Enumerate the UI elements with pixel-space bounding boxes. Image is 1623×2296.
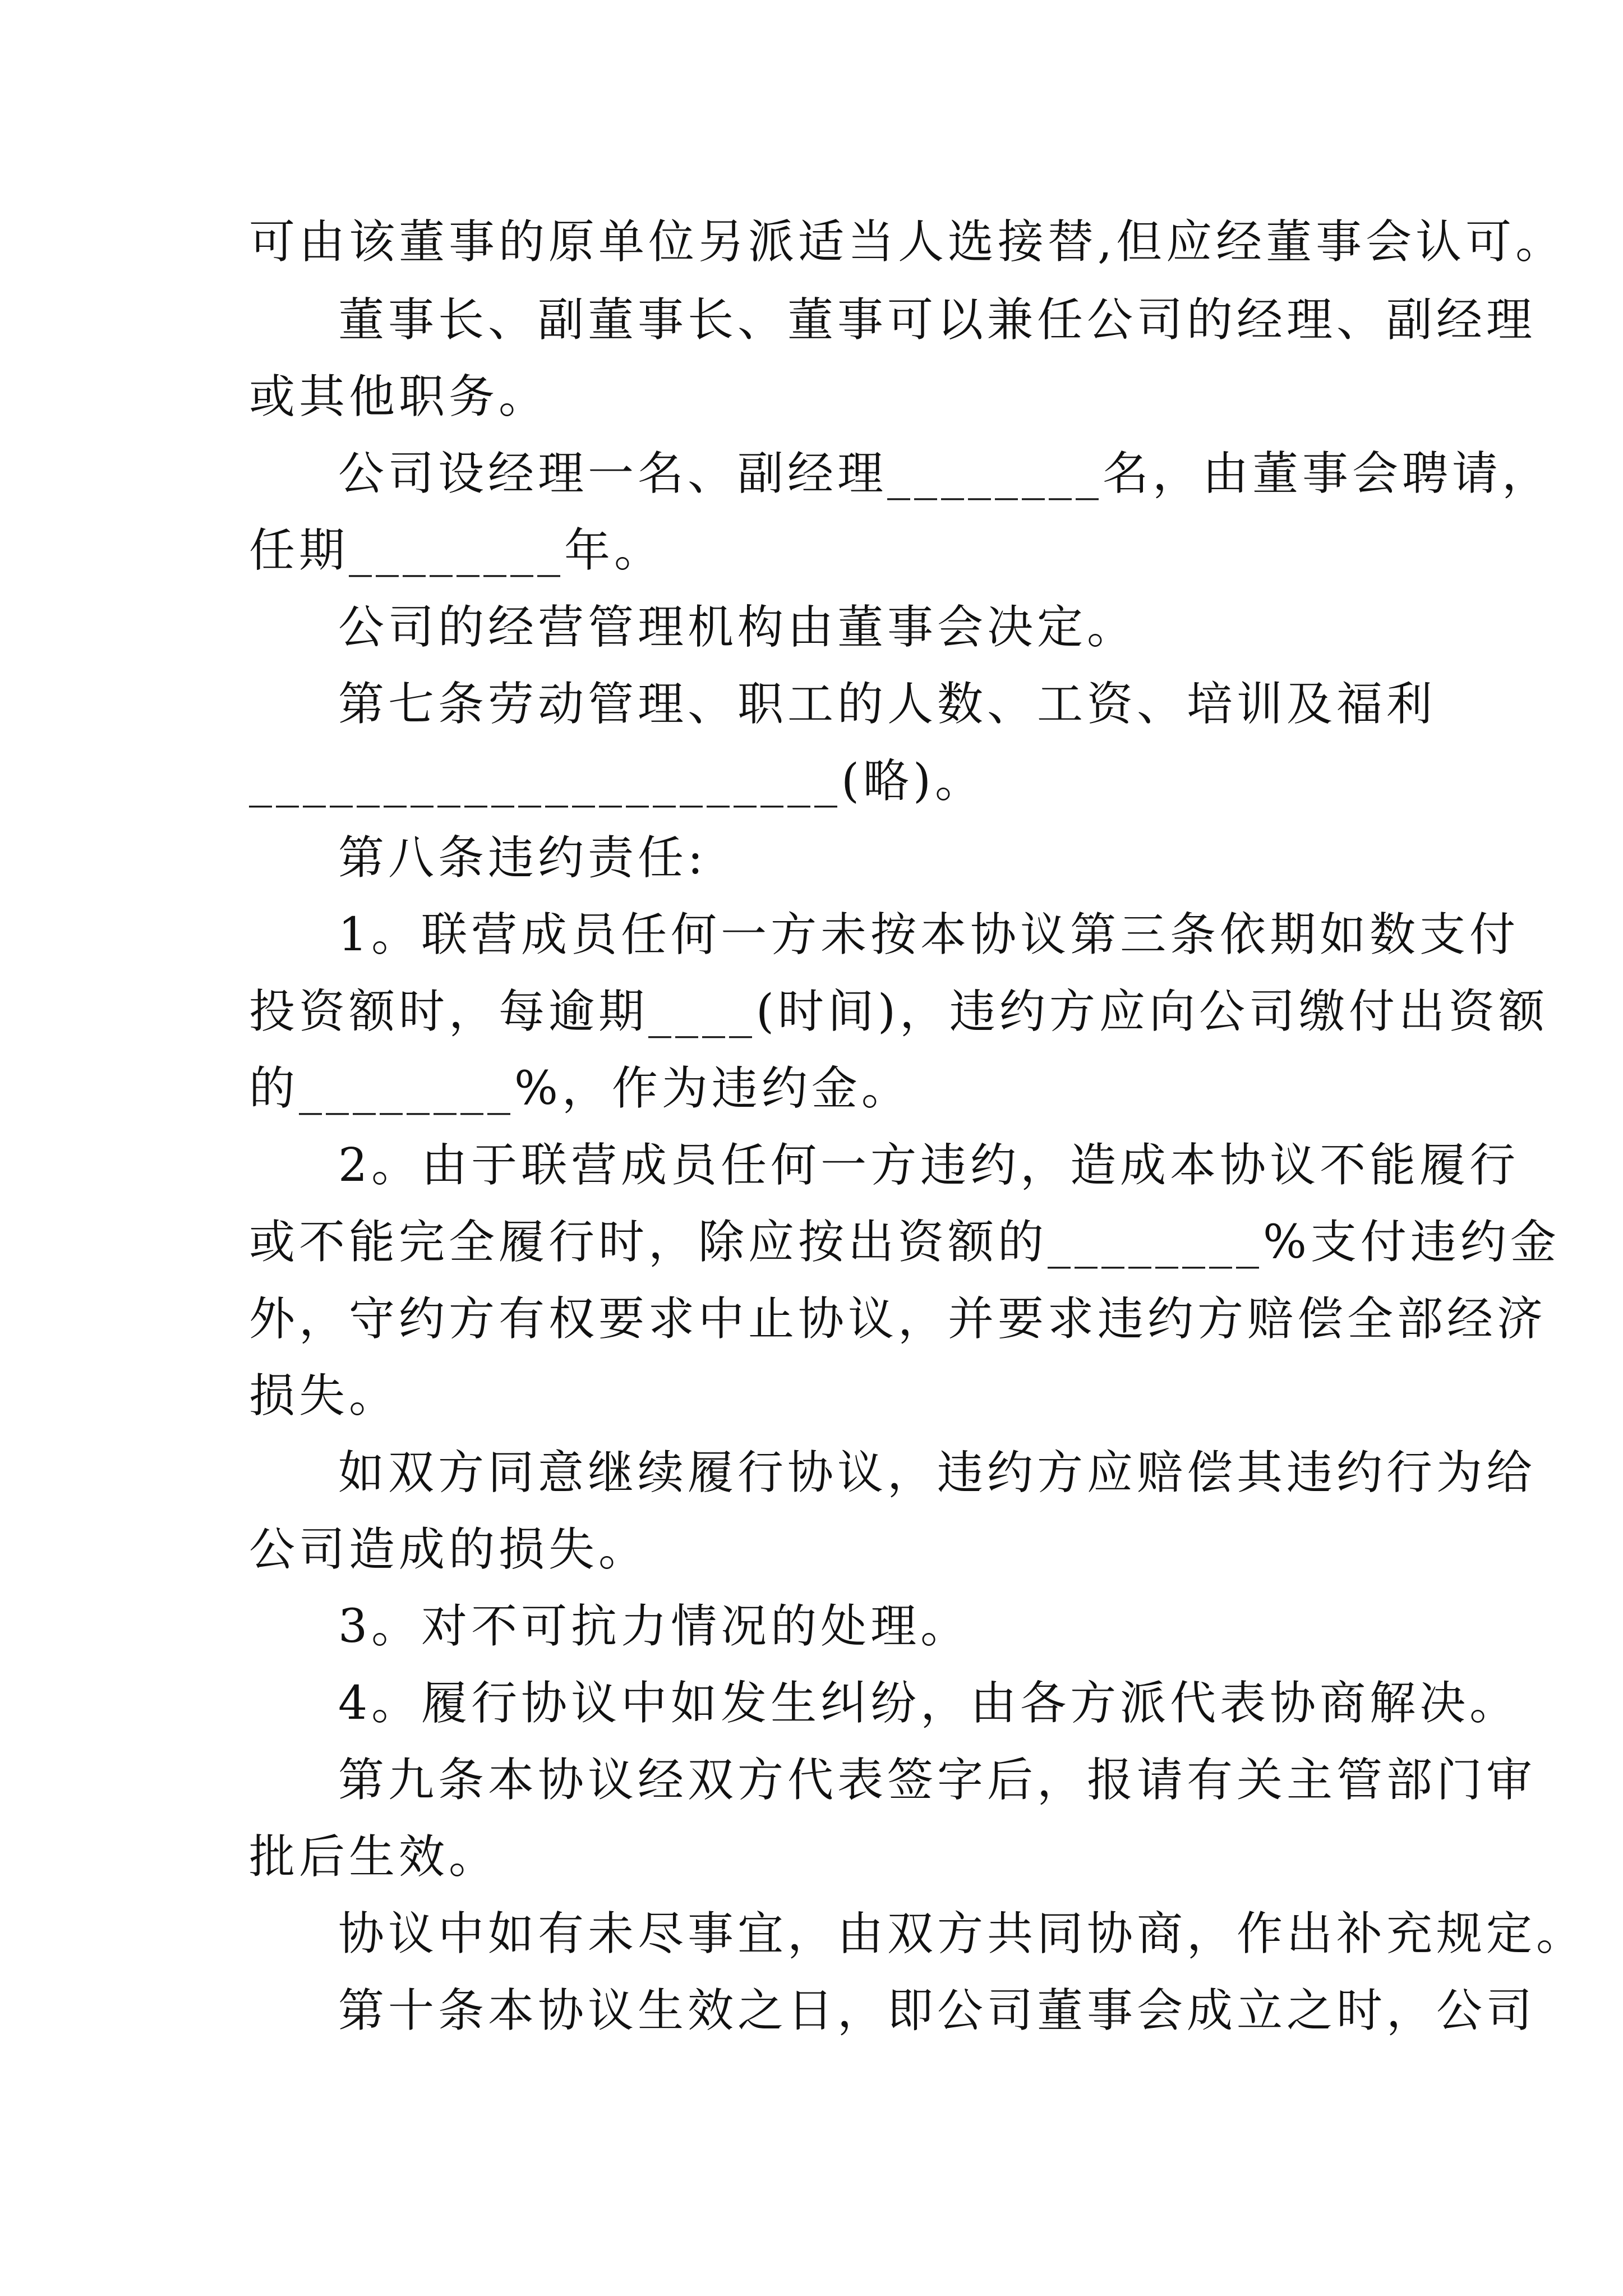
- text-line: 第八条违约责任:: [338, 831, 707, 885]
- text-line: 损失。: [249, 1369, 399, 1423]
- text-line: 的________%，作为违约金。: [249, 1062, 911, 1115]
- text-line: 外，守约方有权要求中止协议，并要求违约方赔偿全部经济: [249, 1292, 1547, 1346]
- text-line: 第十条本协议生效之日，即公司董事会成立之时，公司: [338, 1984, 1537, 2037]
- text-line: ______________________(略)。: [249, 754, 985, 808]
- text-line: 3。对不可抗力情况的处理。: [338, 1600, 971, 1653]
- text-line: 公司造成的损失。: [249, 1523, 649, 1576]
- text-line: 批后生效。: [249, 1830, 499, 1884]
- text-line: 或其他职务。: [249, 370, 549, 424]
- text-line: 或不能完全履行时，除应按出资额的________%支付违约金: [249, 1216, 1560, 1269]
- text-line: 2。由于联营成员任何一方违约，造成本协议不能履行: [338, 1139, 1520, 1192]
- text-line: 任期________年。: [249, 524, 664, 577]
- text-line: 公司设经理一名、副经理________名，由董事会聘请，: [338, 447, 1552, 500]
- text-line: 1。联营成员任何一方未按本协议第三条依期如数支付: [338, 908, 1520, 961]
- text-line: 如双方同意继续履行协议，违约方应赔偿其违约行为给: [338, 1446, 1537, 1499]
- text-line: 投资额时，每逾期____(时间)，违约方应向公司缴付出资额: [249, 985, 1548, 1038]
- text-line: 第七条劳动管理、职工的人数、工资、培训及福利: [338, 678, 1437, 731]
- text-line: 公司的经营管理机构由董事会决定。: [338, 601, 1137, 654]
- text-line: 董事长、副董事长、董事可以兼任公司的经理、副经理: [338, 293, 1537, 347]
- text-line: 第九条本协议经双方代表签字后，报请有关主管部门审: [338, 1754, 1537, 1807]
- text-line: 4。履行协议中如发生纠纷，由各方派代表协商解决。: [338, 1677, 1520, 1730]
- text-line: 可由该董事的原单位另派适当人选接替,但应经董事会认可。: [249, 215, 1566, 269]
- text-line: 协议中如有未尽事宜，由双方共同协商，作出补充规定。: [338, 1907, 1587, 1961]
